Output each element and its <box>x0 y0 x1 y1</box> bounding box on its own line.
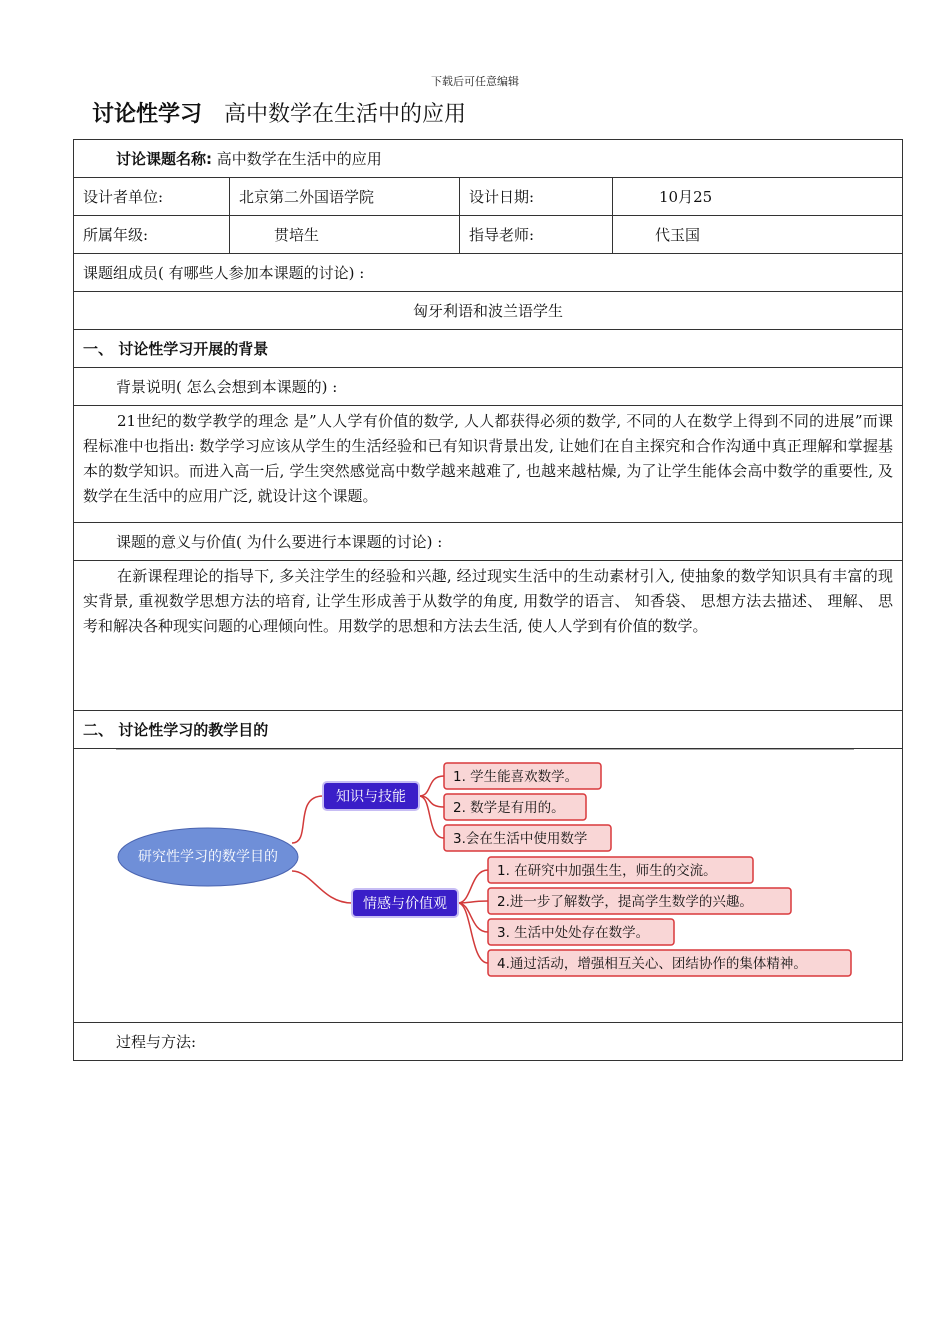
meaning-text-row <box>74 561 903 711</box>
section2-heading: 二、 讨论性学习的教学目的 <box>74 711 903 749</box>
mindmap-diagram <box>74 749 902 1022</box>
meaning-text: 在新课程理论的指导下, 多关注学生的经验和兴趣, 经过现实生活中的生动素材引入, 使抽象的数学知识具有丰富的现实背景, 重视数学思想方法的培育, 让学生形成善于从数学的角度, 用数学的语言、 知香袋、 思想方法去描述、 理解、 思考和解决各种现实问题的心理倾向性。用数学的思想和方法去生活, 使人人学到有价值的数学。 <box>83 567 894 635</box>
meaning-label: 课题的意义与价值( 为什么要进行本课题的讨论) : <box>74 523 903 561</box>
mindmap-leaf-label: 2.进一步了解数学，提高学生数学的兴趣。 <box>497 894 753 910</box>
mindmap-leaf-label: 3.会在生活中使用数学 <box>453 831 588 847</box>
mindmap-leaf-label: 4.通过活动，增强相互关心、团结协作的集体精神。 <box>497 956 807 972</box>
document-title <box>92 97 466 128</box>
topic-value: 高中数学在生活中的应用 <box>216 150 382 168</box>
mindmap-leaf-label: 2. 数学是有用的。 <box>453 800 565 816</box>
mindmap-cell <box>74 749 903 1023</box>
members-label-row <box>74 254 903 292</box>
background-text-row <box>74 406 903 523</box>
mindmap-connector <box>292 796 323 843</box>
grade-value: 贯培生 <box>230 216 460 254</box>
section2-heading-row <box>74 711 903 749</box>
mindmap-root-label: 研究性学习的数学目的 <box>138 849 278 865</box>
background-label: 背景说明( 怎么会想到本课题的) : <box>74 368 903 406</box>
mindmap-leaf-label: 1. 学生能喜欢数学。 <box>453 769 579 785</box>
teacher-label: 指导老师: <box>460 216 613 254</box>
members-value: 匈牙利语和波兰语学生 <box>74 292 903 330</box>
process-row <box>74 1023 903 1061</box>
section1-heading-row <box>74 330 903 368</box>
design-date-label: 设计日期: <box>460 178 613 216</box>
mindmap-connector <box>458 903 488 932</box>
mindmap-connector <box>292 871 352 903</box>
header-note: 下载后可任意编辑 <box>431 75 519 88</box>
mindmap-row <box>74 749 903 1023</box>
grade-label: 所属年级: <box>74 216 230 254</box>
mindmap-connector <box>458 903 488 963</box>
meaning-label-row <box>74 523 903 561</box>
teacher-value: 代玉国 <box>613 216 903 254</box>
members-value-row <box>74 292 903 330</box>
course-design-table <box>73 139 903 1061</box>
mindmap-connector <box>419 776 444 796</box>
mindmap-connector <box>458 870 488 903</box>
designer-unit-label: 设计者单位: <box>74 178 230 216</box>
grade-row <box>74 216 903 254</box>
designer-unit-value: 北京第二外国语学院 <box>230 178 460 216</box>
topic-label: 讨论课题名称: <box>116 150 212 168</box>
topic-row <box>74 140 903 178</box>
section1-heading: 一、 讨论性学习开展的背景 <box>74 330 903 368</box>
title-sub: 高中数学在生活中的应用 <box>224 102 467 127</box>
title-main: 讨论性学习 <box>92 102 203 127</box>
process-label: 过程与方法: <box>74 1023 903 1061</box>
background-text: 21世纪的数学教学的理念 是”人人学有价值的数学, 人人都获得必须的数学, 不同的人在数学上得到不同的进展”而课程标准中也指出: 数学学习应该从学生的生活经验和已有知识背景出发, 让她们在自主探究和合作沟通中真正理解和掌握基本的数学知识。而进入高一后, 学生突然感觉高中数学越来越难了, 也越来越枯燥, 为了让学生能体会高中数学的重要性, 及数学在生活中的应用广泛, 就设计这个课题。 <box>83 412 894 505</box>
mindmap-branch-label: 情感与价值观 <box>363 896 447 912</box>
mindmap-leaf-label: 1. 在研究中加强生生，师生的交流。 <box>497 863 717 879</box>
mindmap-leaf-label: 3. 生活中处处存在数学。 <box>497 925 650 941</box>
design-date-value: 10月25 <box>613 178 903 216</box>
members-label: 课题组成员( 有哪些人参加本课题的讨论) : <box>74 254 903 292</box>
mindmap-branch-label: 知识与技能 <box>336 789 406 805</box>
designer-row <box>74 178 903 216</box>
background-label-row <box>74 368 903 406</box>
